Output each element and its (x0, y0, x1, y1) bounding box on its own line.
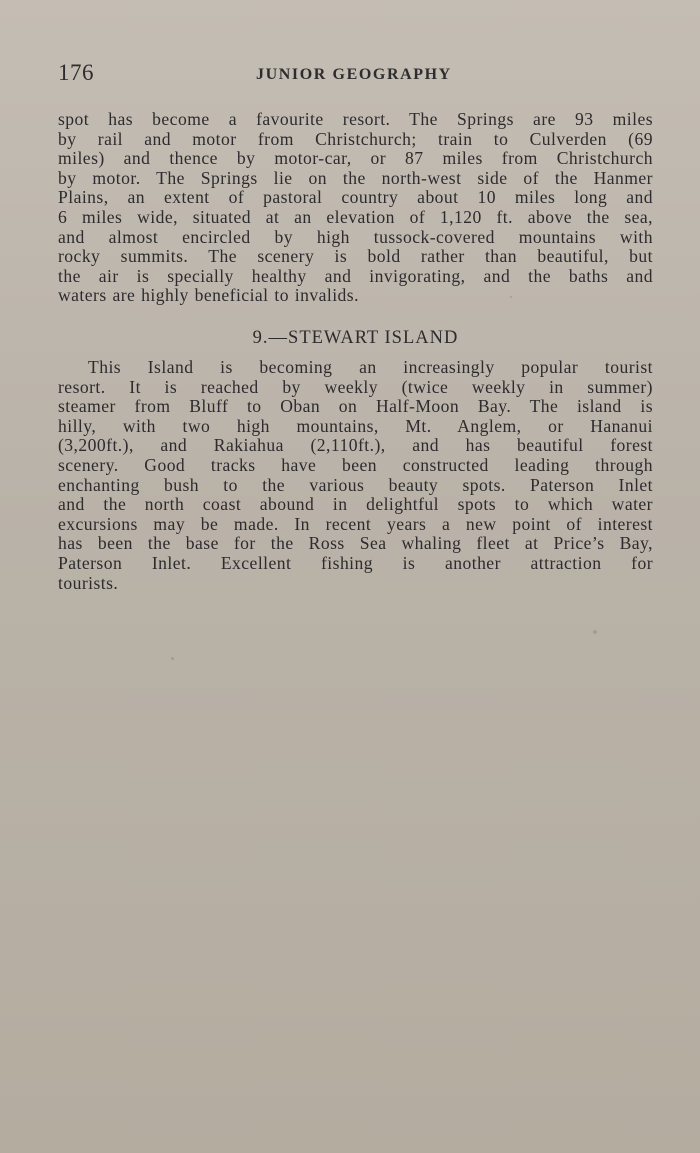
paragraph-line: excursions may be made. In recent years a new point of interest (58, 513, 653, 534)
section-heading: 9.—STEWART ISLAND (252, 328, 459, 348)
paragraph-line: waters are highly beneficial to invalids. (58, 285, 359, 306)
page-number: 176 (58, 60, 94, 85)
paragraph-hanmer-springs (58, 110, 653, 306)
paragraph-line: tourists. (58, 572, 119, 593)
paragraph-line: hilly, with two high mountains, Mt. Anglem, or Hananui (58, 415, 653, 436)
paragraph-line: spot has become a favourite resort. The Springs are 93 miles (58, 109, 653, 129)
paragraph-line: has been the base for the Ross Sea whaling fleet at Price’s Bay, (58, 533, 653, 554)
paragraph-line: 6 miles wide, situated at an elevation of 1,120 ft. above the sea, (58, 206, 653, 227)
running-title: JUNIOR GEOGRAPHY (256, 66, 452, 83)
paragraph-line: Paterson Inlet. Excellent fishing is another attraction for (58, 552, 653, 573)
paragraph-line: This Island is becoming an increasingly popular tourist (88, 357, 653, 377)
paragraph-line: resort. It is reached by weekly (twice weekly in summer) (58, 376, 653, 397)
paragraph-line: and the north coast abound in delightful spots to which water (58, 494, 653, 515)
paper-speck (593, 630, 597, 634)
paragraph-line: the air is specially healthy and invigorating, and the baths and (58, 265, 653, 286)
paragraph-line: rocky summits. The scenery is bold rather than beautiful, but (58, 246, 653, 267)
paper-speck (510, 296, 512, 298)
running-head (58, 60, 652, 90)
paragraph-line: (3,200ft.), and Rakiahua (2,110ft.), and has beautiful forest (58, 435, 653, 456)
paragraph-line: steamer from Bluff to Oban on Half-Moon Bay. The island is (58, 396, 653, 417)
paragraph-line: miles) and thence by motor-car, or 87 miles from Christchurch (58, 148, 653, 169)
paragraph-line: Plains, an extent of pastoral country about 10 miles long and (58, 187, 653, 208)
paper-speck (171, 657, 174, 660)
paragraph-line: and almost encircled by high tussock-covered mountains with (58, 226, 653, 247)
paragraph-line: enchanting bush to the various beauty spots. Paterson Inlet (58, 474, 653, 495)
paragraph-line: by rail and motor from Christchurch; train to Culverden (69 (58, 128, 653, 149)
paragraph-line: scenery. Good tracks have been constructed leading through (58, 454, 653, 475)
paragraph-line: by motor. The Springs lie on the north-west side of the Hanmer (58, 167, 653, 188)
paragraph-stewart-island (58, 358, 653, 593)
